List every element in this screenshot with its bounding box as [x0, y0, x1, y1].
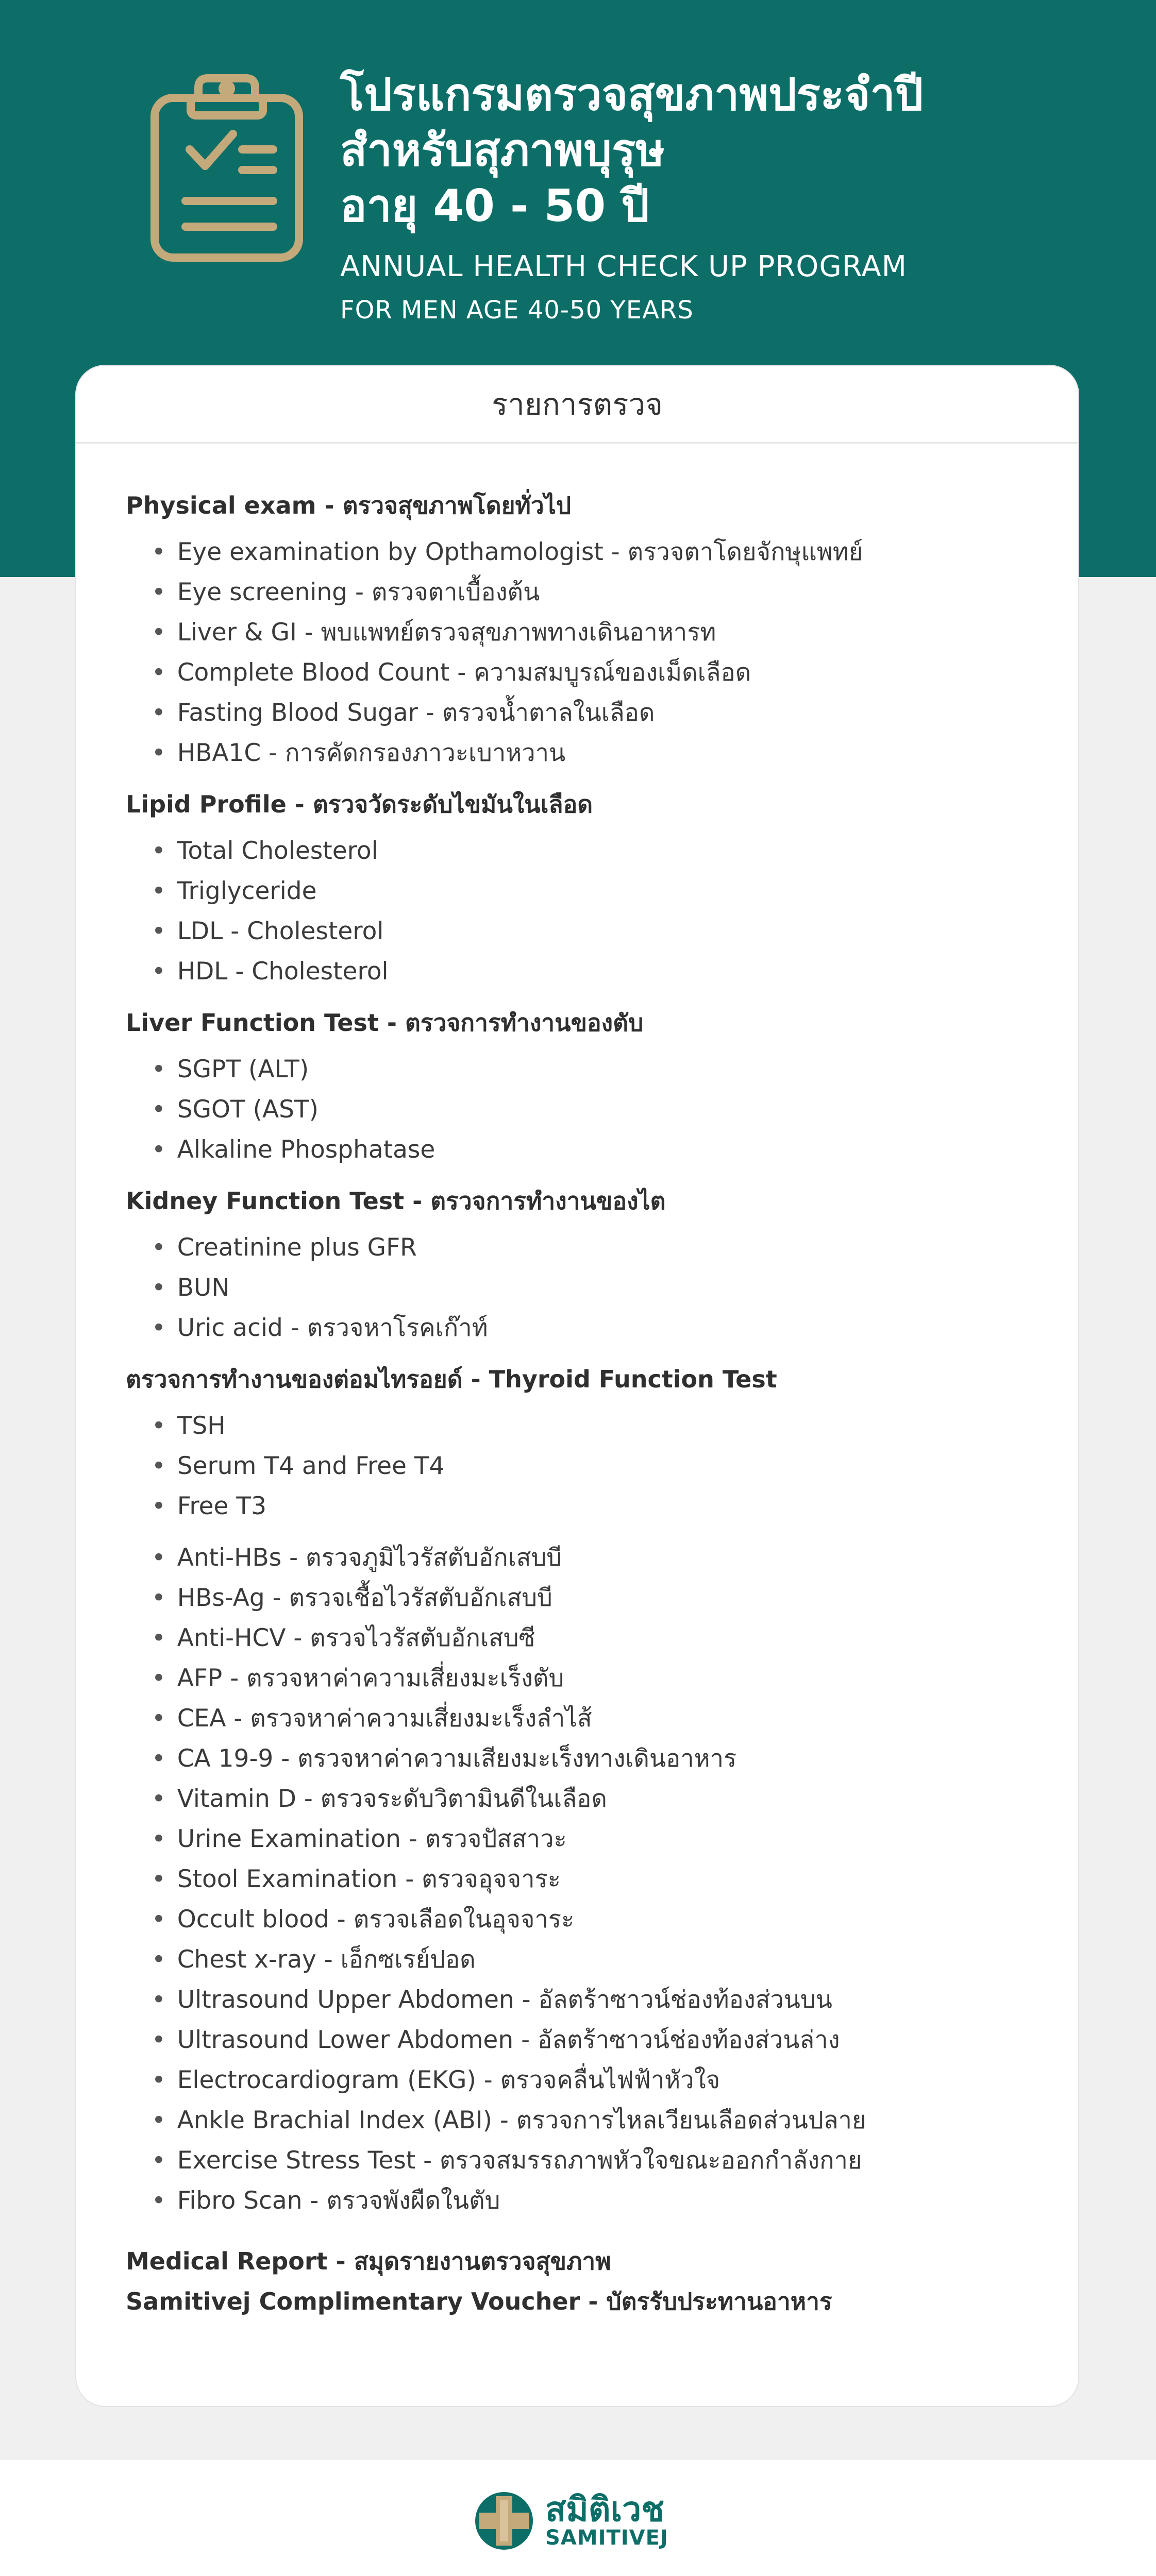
list-item: • Stool Examination - ตรวจอุจจาระ: [152, 1859, 1029, 1900]
list-item: • SGPT (ALT): [152, 1049, 1029, 1090]
list-item: • Occult blood - ตรวจเลือดในอุจจาระ: [152, 1900, 1029, 1940]
list-item: • Uric acid - ตรวจหาโรคเก๊าท์: [152, 1308, 1029, 1348]
checkup-list-card: [76, 366, 1078, 2406]
list-item: • Serum T4 and Free T4: [152, 1446, 1029, 1486]
list-liver: [126, 1049, 1029, 1170]
list-item: • Electrocardiogram (EKG) - ตรวจคลื่นไฟฟ้าหัวใจ: [152, 2060, 1029, 2100]
list-item: • Fibro Scan - ตรวจพังผืดในตับ: [152, 2181, 1029, 2221]
list-item: • Exercise Stress Test - ตรวจสมรรถภาพหัวใจขณะออกกำลังกาย: [152, 2141, 1029, 2181]
list-item: • Triglyceride: [152, 871, 1029, 911]
list-item: • HBs-Ag - ตรวจเชื้อไวรัสตับอักเสบบี: [152, 1578, 1029, 1618]
list-thyroid: [126, 1406, 1029, 1527]
list-physical: [126, 532, 1029, 773]
list-item: • Anti-HCV - ตรวจไวรัสตับอักเสบซี: [152, 1618, 1029, 1658]
logo-text: [545, 2489, 668, 2550]
list-item: • HDL - Cholesterol: [152, 952, 1029, 992]
list-item: • CA 19-9 - ตรวจหาค่าความเสียงมะเร็งทางเดินอาหาร: [152, 1739, 1029, 1779]
list-item: • Total Cholesterol: [152, 831, 1029, 871]
list-item: • Chest x-ray - เอ็กซเรย์ปอด: [152, 1940, 1029, 1980]
list-item: • Anti-HBs - ตรวจภูมิไวรัสตับอักเสบบี: [152, 1538, 1029, 1578]
list-lipid: [126, 831, 1029, 992]
section-title-thyroid: ตรวจการทำงานของต่อมไทรอยด์ - Thyroid Function Test: [126, 1365, 777, 1393]
logo-thai: สมิติเวช: [545, 2489, 665, 2529]
list-item: • HBA1C - การคัดกรองภาวะเบาหวาน: [152, 733, 1029, 773]
title-thai-line-2: สำหรับสุภาพบุรุษ: [340, 125, 665, 176]
voucher-line: Samitivej Complimentary Voucher - บัตรรับประทานอาหาร: [126, 2287, 832, 2315]
list-item: • LDL - Cholesterol: [152, 911, 1029, 952]
medical-cross-logo-icon: [474, 2491, 534, 2551]
list-item: • BUN: [152, 1268, 1029, 1308]
card-body: [76, 444, 1078, 2317]
list-item: • Creatinine plus GFR: [152, 1228, 1029, 1268]
medical-report-line: Medical Report - สมุดรายงานตรวจสุขภาพ: [126, 2247, 611, 2275]
list-item: • CEA - ตรวจหาค่าความเสี่ยงมะเร็งลำไส้: [152, 1699, 1029, 1739]
list-item: • Complete Blood Count - ความสมบูรณ์ของเม็ดเลือด: [152, 653, 1029, 693]
section-title-physical: Physical exam - ตรวจสุขภาพโดยทั่วไป: [126, 492, 572, 519]
list-item: • AFP - ตรวจหาค่าความเสี่ยงมะเร็งตับ: [152, 1658, 1029, 1699]
list-item: • Vitamin D - ตรวจระดับวิตามินดีในเลือด: [152, 1779, 1029, 1819]
list-item: • Eye screening - ตรวจตาเบื้องต้น: [152, 572, 1029, 613]
list-item: • Free T3: [152, 1486, 1029, 1527]
title-english-line-2: FOR MEN AGE 40-50 YEARS: [340, 296, 694, 325]
list-item: • Liver & GI - พบแพทย์ตรวจสุขภาพทางเดินอาหารท: [152, 613, 1029, 653]
clipboard-checklist-icon: [149, 72, 304, 263]
section-title-kidney: Kidney Function Test - ตรวจการทำงานของไต: [126, 1187, 666, 1215]
list-item: • Ultrasound Upper Abdomen - อัลตร้าซาวน์ช่องท้องส่วนบน: [152, 1980, 1029, 2020]
list-item: • Ankle Brachial Index (ABI) - ตรวจการไหลเวียนเลือดส่วนปลาย: [152, 2100, 1029, 2141]
title-thai-line-3: อายุ 40 - 50 ปี: [340, 180, 649, 232]
list-item: • Ultrasound Lower Abdomen - อัลตร้าซาวน์ช่องท้องส่วนล่าง: [152, 2020, 1029, 2060]
footer: [0, 2460, 1156, 2576]
section-title-liver: Liver Function Test - ตรวจการทำงานของตับ: [126, 1009, 644, 1037]
samitivej-logo: [474, 2491, 668, 2551]
list-item: • Fasting Blood Sugar - ตรวจน้ำตาลในเลือด: [152, 693, 1029, 733]
list-item: • TSH: [152, 1406, 1029, 1446]
list-item: • Urine Examination - ตรวจปัสสาวะ: [152, 1819, 1029, 1859]
list-item: • SGOT (AST): [152, 1090, 1029, 1130]
list-item: • Eye examination by Opthamologist - ตรวจตาโดยจักษุแพทย์: [152, 532, 1029, 572]
card-heading: รายการตรวจ: [76, 366, 1078, 444]
section-title-lipid: Lipid Profile - ตรวจวัดระดับไขมันในเลือด: [126, 790, 593, 818]
list-item: • Alkaline Phosphatase: [152, 1130, 1029, 1170]
title-thai-line-1: โปรแกรมตรวจสุขภาพประจำปี: [340, 69, 924, 121]
list-kidney: [126, 1228, 1029, 1348]
program-title-block: [340, 67, 1113, 327]
title-english-line-1: ANNUAL HEALTH CHECK UP PROGRAM: [340, 250, 907, 283]
list-other-tests: [126, 1538, 1029, 2221]
logo-english: SAMITIVEJ: [545, 2526, 668, 2550]
